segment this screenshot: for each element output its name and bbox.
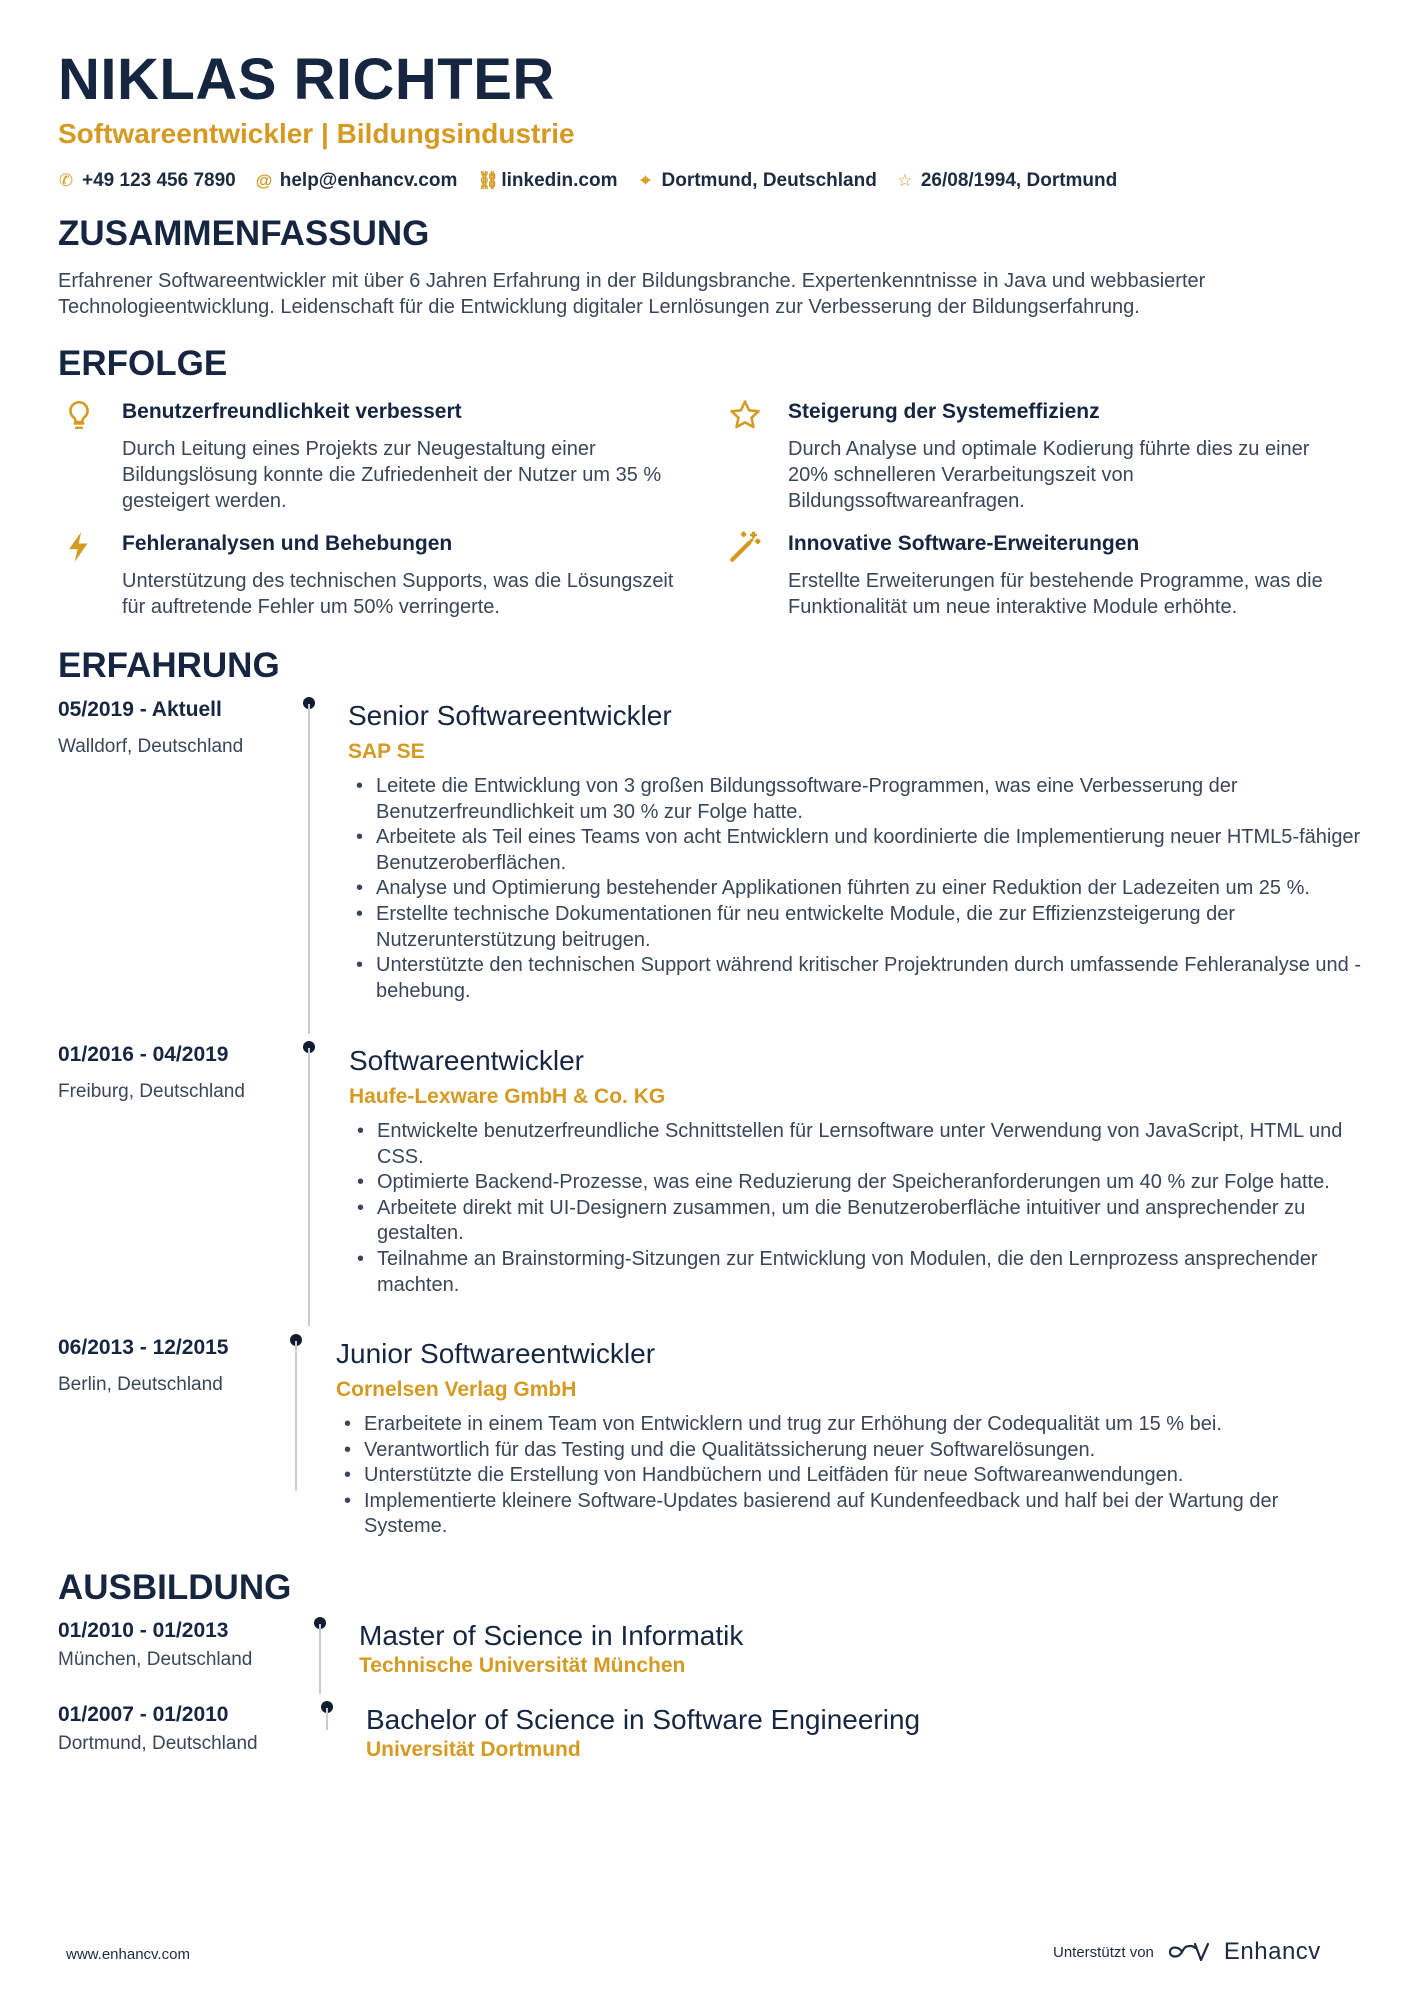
job-role: Junior Softwareentwickler [336, 1338, 656, 1369]
job-bullets [348, 774, 1368, 1004]
education-degree: Bachelor of Science in Software Engineering [366, 1704, 921, 1735]
education-degree: Master of Science in Informatik [359, 1620, 744, 1651]
education-heading: AUSBILDUNG [58, 1568, 292, 1607]
education-location: Dortmund, Deutschland [58, 1733, 258, 1754]
education-school: Universität Dortmund [366, 1738, 581, 1761]
job-date: 06/2013 - 12/2015 [58, 1336, 229, 1359]
contact-email[interactable] [256, 170, 458, 192]
achievement-desc: Unterstützung des technischen Supports, was die Lösungszeit für auftretende Fehler um 50% verringerte. [122, 570, 674, 618]
timeline-line [308, 1048, 310, 1326]
candidate-title: Softwareentwickler | Bildungsindustrie [58, 118, 575, 149]
contact-birth [897, 170, 1117, 192]
job-bullet: • Implementierte kleinere Software-Updates basierend auf Kundenfeedback und half bei der Wartung der Systeme. [336, 1489, 1356, 1540]
job-bullet: • Arbeitete direkt mit UI-Designern zusammen, um die Benutzeroberfläche intuitiver und ansprechender zu gestalten. [349, 1196, 1369, 1247]
contact-location [638, 170, 877, 192]
education-entry [359, 1620, 1379, 1678]
job-role: Softwareentwickler [349, 1045, 584, 1076]
job-location: Freiburg, Deutschland [58, 1081, 245, 1102]
contact-phone-text: +49 123 456 7890 [82, 170, 236, 191]
achievement-desc: Durch Analyse und optimale Kodierung führte dies zu einer 20% schnelleren Verarbeitungszeit von Bildungssoftwareanfragen. [788, 438, 1310, 512]
job-date: 05/2019 - Aktuell [58, 698, 222, 721]
link-icon: ⛓ [477, 171, 499, 190]
job-bullet: • Erarbeitete in einem Team von Entwicklern und trug zur Erhöhung der Codequalität um 15 % bei. [336, 1412, 1356, 1438]
achievement-title: Benutzerfreundlichkeit verbessert [122, 400, 462, 423]
job-bullet: • Entwickelte benutzerfreundliche Schnittstellen für Lernsoftware unter Verwendung von JavaScript, HTML und CSS. [349, 1119, 1369, 1170]
job-company: Cornelsen Verlag GmbH [336, 1378, 577, 1401]
contact-phone[interactable] [58, 170, 236, 192]
achievements-heading: ERFOLGE [58, 344, 228, 383]
job-bullets [349, 1119, 1369, 1298]
education-date: 01/2010 - 01/2013 [58, 1619, 229, 1642]
summary-text: Erfahrener Softwareentwickler mit über 6 Jahren Erfahrung in der Bildungsbranche. Expertenkenntnisse in Java und webbasierter Technologieentwicklung. Leidenschaft für die Entwicklung digitaler Lernlösungen zur Verbesserung der Bildungserfahrung. [58, 270, 1206, 318]
job-bullet: • Erstellte technische Dokumentationen für neu entwickelte Module, die zur Effizienzsteigerung der Nutzerunterstützung beitrugen. [348, 902, 1368, 953]
achievement-title: Fehleranalysen und Behebungen [122, 532, 453, 555]
job-bullet: • Leitete die Entwicklung von 3 großen Bildungssoftware-Programmen, was eine Verbesserung der Benutzerfreundlichkeit um 30 % zur Folge hatte. [348, 774, 1368, 825]
timeline-line [319, 1624, 321, 1694]
footer-powered-by[interactable] [1053, 1938, 1321, 1966]
job-bullet: • Unterstützte die Erstellung von Handbüchern und Leitfäden für neue Softwareanwendungen. [336, 1463, 1356, 1489]
job-entry [348, 700, 1368, 1004]
education-date: 01/2007 - 01/2010 [58, 1703, 229, 1726]
job-location: Walldorf, Deutschland [58, 736, 244, 757]
footer-brand: Enhancv [1223, 1938, 1321, 1965]
phone-icon: ✆ [58, 171, 74, 190]
contact-location-text: Dortmund, Deutschland [661, 170, 877, 191]
job-bullet: • Arbeitete als Teil eines Teams von acht Entwicklern und koordinierte die Implementierung neuer HTML5-fähiger Benutzeroberflächen. [348, 825, 1368, 876]
star-icon [728, 398, 762, 432]
enhancv-logo-icon [1166, 1940, 1212, 1964]
footer-website[interactable]: www.enhancv.com [66, 1946, 190, 1963]
job-company: Haufe-Lexware GmbH & Co. KG [349, 1085, 666, 1108]
contact-linkedin[interactable] [477, 170, 617, 192]
star-icon: ☆ [897, 171, 913, 190]
summary-heading: ZUSAMMENFASSUNG [58, 214, 430, 253]
contact-birth-text: 26/08/1994, Dortmund [920, 170, 1118, 191]
magic-wand-icon [728, 530, 762, 564]
job-role: Senior Softwareentwickler [348, 700, 672, 731]
achievement-desc: Durch Leitung eines Projekts zur Neugestaltung einer Bildungslösung konnte die Zufriedenheit der Nutzer um 35 % gesteigert werden. [122, 438, 662, 512]
job-company: SAP SE [348, 740, 425, 763]
contact-linkedin-text: linkedin.com [501, 170, 618, 191]
achievement-desc: Erstellte Erweiterungen für bestehende Programme, was die Funktionalität um neue interaktive Module erhöhte. [788, 570, 1323, 618]
job-meta [58, 698, 243, 758]
education-school: Technische Universität München [359, 1654, 686, 1677]
job-meta [58, 1336, 228, 1396]
timeline-line [295, 1341, 297, 1491]
footer-powered-label: Unterstützt von [1053, 1943, 1154, 1961]
job-entry [336, 1338, 1356, 1540]
contact-email-text: help@enhancv.com [279, 170, 458, 191]
job-bullet: • Teilnahme an Brainstorming-Sitzungen zur Entwicklung von Modulen, die den Lernprozess ansprechender machten. [349, 1247, 1369, 1298]
education-entry [366, 1704, 1386, 1762]
job-bullet: • Verantwortlich für das Testing und die Qualitätssicherung neuer Softwarelösungen. [336, 1438, 1356, 1464]
contact-bar [58, 170, 1117, 192]
job-bullets [336, 1412, 1356, 1540]
education-meta [58, 1619, 252, 1671]
job-bullet: • Unterstützte den technischen Support während kritischer Projektrunden durch umfassende Fehleranalyse und -behebung. [348, 953, 1368, 1004]
job-entry [349, 1045, 1369, 1298]
education-meta [58, 1703, 258, 1755]
timeline-line [326, 1708, 328, 1730]
job-bullet: • Optimierte Backend-Prozesse, was eine Reduzierung der Speicheranforderungen um 40 % zur Folge hatte. [349, 1170, 1369, 1196]
job-date: 01/2016 - 04/2019 [58, 1043, 229, 1066]
job-meta [58, 1043, 245, 1103]
location-pin-icon: ⌖ [640, 171, 651, 190]
job-bullet: • Analyse und Optimierung bestehender Applikationen führten zu einer Reduktion der Ladezeiten um 25 %. [348, 876, 1368, 902]
lightning-icon [62, 530, 96, 564]
education-location: München, Deutschland [58, 1649, 253, 1670]
experience-heading: ERFAHRUNG [58, 646, 280, 685]
achievement-title: Steigerung der Systemeffizienz [788, 400, 1100, 423]
achievement-title: Innovative Software-Erweiterungen [788, 532, 1140, 555]
lightbulb-icon [62, 398, 96, 432]
job-location: Berlin, Deutschland [58, 1374, 223, 1395]
timeline-line [308, 704, 310, 1034]
candidate-name: NIKLAS RICHTER [58, 47, 555, 112]
at-icon: @ [255, 171, 273, 190]
